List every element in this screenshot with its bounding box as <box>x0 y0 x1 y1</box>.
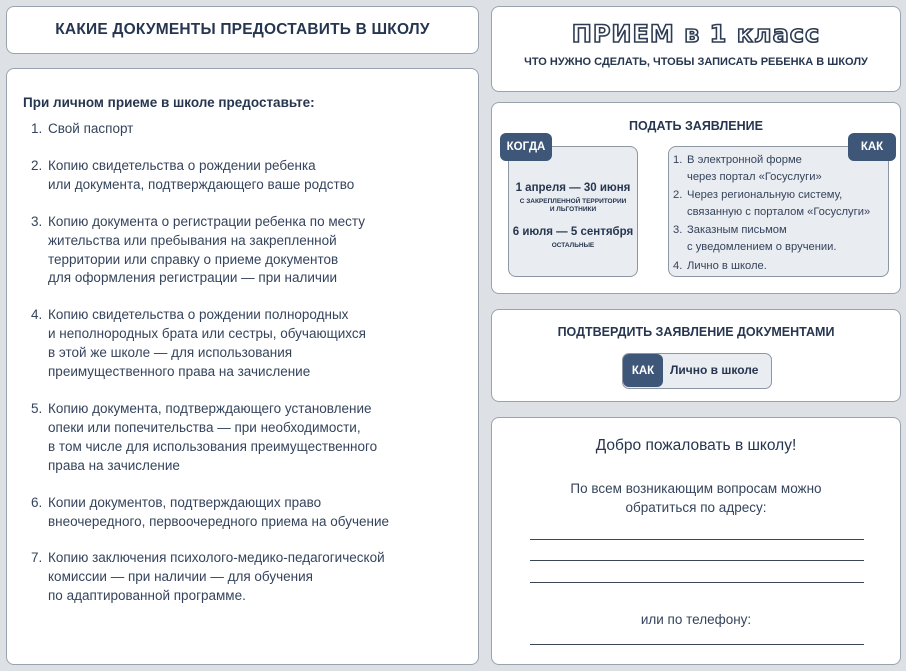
apply-title: ПОДАТЬ ЗАЯВЛЕНИЕ <box>629 119 763 133</box>
welcome-title: Добро пожаловать в школу! <box>595 437 797 454</box>
date-note-1: С ЗАКРЕПЛЕННОЙ ТЕРРИТОРИИ И ЛЬГОТНИКИ <box>519 198 627 213</box>
item-text: Копию документа, подтверждающего установление опеки или попечительства — при необходимости, в том числе для использования преимущественного права на зачисление <box>48 400 378 473</box>
item-number: 1. <box>673 154 683 166</box>
documents-list <box>23 120 464 606</box>
when-box <box>508 146 638 277</box>
item-number: 4. <box>673 259 683 272</box>
item-text: Лично в школе. <box>687 259 767 272</box>
item-text: Через региональную систему, связанную с порталом «Госуслуги» <box>687 189 871 218</box>
item-text: Копию документа о регистрации ребенка по месту жительства или пребывания на закрепленной территории или справку о приеме документов для оформления регистрации — при наличии <box>48 213 365 286</box>
item-text: Копию свидетельства о рождении ребенка или документа, подтверждающего ваше родство <box>48 157 355 192</box>
item-number: 6. <box>31 494 43 510</box>
phone-line <box>530 644 864 645</box>
apply-panel <box>491 102 901 294</box>
documents-item-1 <box>23 120 464 139</box>
documents-header-panel <box>6 6 479 54</box>
how-tag: КАК <box>848 133 896 161</box>
item-text: Копию заключения психолого-медико-педагогической комиссии — при наличии — для обучения по адаптированной программе. <box>48 550 385 604</box>
confirm-method: Лично в школе <box>670 363 759 377</box>
how-box <box>668 146 889 277</box>
title-panel <box>491 6 901 92</box>
date-note-2: ОСТАЛЬНЫЕ <box>551 242 595 249</box>
item-text: В электронной форме через портал «Госуслуги» <box>687 154 822 183</box>
item-number: 1. <box>31 121 43 136</box>
item-text: Копию свидетельства о рождении полнородных и неполнородных брата или сестры, обучающихся в этой же школе — для использования преимущественного права на зачисление <box>48 307 366 380</box>
address-line <box>530 582 864 583</box>
how-list <box>673 152 884 276</box>
date-range-1: 1 апреля — 30 июня <box>515 182 631 194</box>
documents-item-5 <box>23 400 464 476</box>
documents-panel <box>6 68 479 665</box>
documents-item-7 <box>23 549 464 606</box>
documents-header-title: КАКИЕ ДОКУМЕНТЫ ПРЕДОСТАВИТЬ В ШКОЛУ <box>55 21 430 38</box>
item-text: Заказным письмом с уведомлением о вручении. <box>687 224 837 253</box>
main-title: ПРИЕМ в 1 класс <box>571 20 821 48</box>
date-range-2: 6 июля — 5 сентября <box>512 226 634 238</box>
phone-label: или по телефону: <box>640 612 752 627</box>
item-number: 5. <box>31 400 43 416</box>
documents-intro: При личном приеме в школе предоставьте: <box>23 95 315 110</box>
confirm-box <box>622 353 772 389</box>
documents-item-4 <box>23 306 464 382</box>
welcome-text: По всем возникающим вопросам можно обратиться по адресу: <box>570 481 822 515</box>
item-text: Копии документов, подтверждающих право внеочередного, первоочередного приема на обучение <box>48 494 390 529</box>
address-line <box>530 560 864 561</box>
documents-item-2 <box>23 157 464 195</box>
how-item <box>673 187 884 220</box>
how-item <box>673 258 884 275</box>
documents-item-3 <box>23 213 464 289</box>
item-text: Свой паспорт <box>48 121 134 136</box>
item-number: 7. <box>31 550 43 566</box>
address-line <box>530 539 864 540</box>
item-number: 3. <box>31 213 43 229</box>
item-number: 3. <box>673 224 683 237</box>
item-number: 2. <box>31 157 43 173</box>
when-tag: КОГДА <box>500 133 552 161</box>
item-number: 4. <box>31 307 43 323</box>
welcome-panel <box>491 417 901 665</box>
subtitle: ЧТО НУЖНО СДЕЛАТЬ, ЧТОБЫ ЗАПИСАТЬ РЕБЕНКА В ШКОЛУ <box>524 56 868 68</box>
confirm-title: ПОДТВЕРДИТЬ ЗАЯВЛЕНИЕ ДОКУМЕНТАМИ <box>557 325 835 339</box>
how-item <box>673 222 884 255</box>
item-number: 2. <box>673 189 683 202</box>
documents-item-6 <box>23 494 464 532</box>
confirm-how-tag: КАК <box>623 354 663 387</box>
confirm-panel <box>491 309 901 402</box>
